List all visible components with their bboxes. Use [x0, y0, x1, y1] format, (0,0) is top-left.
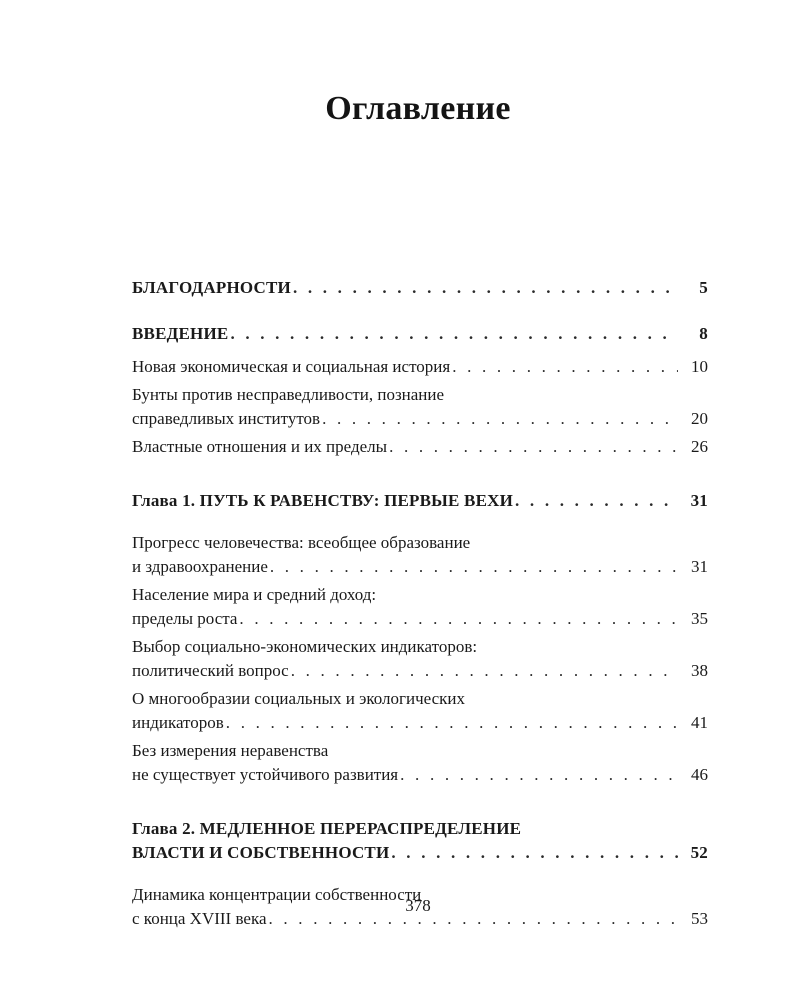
toc-entry-title: Глава 1. ПУТЬ К РАВЕНСТВУ: ПЕРВЫЕ ВЕХИ [132, 491, 514, 510]
toc-page-number: 41 [691, 713, 708, 732]
dot-leader [291, 659, 678, 683]
dot-leader [515, 489, 678, 513]
toc-entry-title-line: Динамика концентрации собственности [132, 885, 422, 904]
toc-page-number: 20 [691, 409, 708, 428]
toc-entry[interactable] [132, 687, 708, 735]
toc-page-number: 26 [691, 437, 708, 456]
dot-leader [389, 435, 678, 459]
toc-entry-introduction[interactable] [132, 322, 708, 346]
toc-entry-title-line: пределы роста [132, 609, 238, 628]
dot-leader [400, 763, 678, 787]
toc-entry[interactable] [132, 635, 708, 683]
toc-entry-chapter-2[interactable] [132, 817, 708, 865]
toc-entry[interactable] [132, 435, 708, 459]
toc-entry-title-line: справедливых институтов [132, 409, 321, 428]
toc-entry-title-line: Население мира и средний доход: [132, 585, 377, 604]
toc-entry[interactable] [132, 383, 708, 431]
toc-entry-title: Новая экономическая и социальная история [132, 357, 451, 376]
page-number-footer: 378 [405, 896, 431, 915]
toc-entry-title: ВВЕДЕНИЕ [132, 324, 229, 343]
toc-page-number: 53 [691, 909, 708, 928]
table-of-contents [132, 276, 708, 931]
toc-entry-title-line: Выбор социально-экономических индикаторов: [132, 637, 478, 656]
toc-entry[interactable] [132, 531, 708, 579]
dot-leader [391, 841, 678, 865]
toc-page-number: 46 [691, 765, 708, 784]
toc-entry-title: Властные отношения и их пределы [132, 437, 388, 456]
toc-entry-title-line: О многообразии социальных и экологических [132, 689, 466, 708]
dot-leader [239, 607, 678, 631]
toc-entry-title-line: не существует устойчивого развития [132, 765, 399, 784]
dot-leader [270, 555, 678, 579]
toc-page-number: 10 [691, 357, 708, 376]
toc-entry-title-line: Без измерения неравенства [132, 741, 329, 760]
toc-page-number: 31 [691, 557, 708, 576]
toc-entry-title-line: Бунты против несправедливости, познание [132, 385, 445, 404]
toc-entry-title-line: с конца XVIII века [132, 909, 267, 928]
toc-page-number: 8 [699, 324, 708, 343]
toc-entry-title-line: ВЛАСТИ И СОБСТВЕННОСТИ [132, 843, 390, 862]
toc-page-number: 52 [690, 843, 708, 862]
toc-entry-title: БЛАГОДАРНОСТИ [132, 278, 291, 297]
dot-leader [322, 407, 678, 431]
toc-page-number: 38 [691, 661, 708, 680]
toc-page-number: 31 [690, 491, 708, 510]
toc-entry-title-line: политический вопрос [132, 661, 289, 680]
dot-leader [452, 355, 678, 379]
toc-entry-title-line: и здравоохранение [132, 557, 268, 576]
toc-entry[interactable] [132, 583, 708, 631]
toc-page-number: 5 [699, 278, 708, 297]
toc-entry-chapter-1[interactable] [132, 489, 708, 513]
page-title: Оглавление [325, 90, 511, 127]
toc-page-number: 35 [691, 609, 708, 628]
dot-leader [226, 711, 678, 735]
toc-entry-title-line: Глава 2. МЕДЛЕННОЕ ПЕРЕРАСПРЕДЕЛЕНИЕ [132, 819, 522, 838]
toc-entry-acknowledgements[interactable] [132, 276, 708, 300]
toc-entry[interactable] [132, 355, 708, 379]
toc-entry[interactable] [132, 739, 708, 787]
dot-leader [230, 322, 678, 346]
toc-entry-title-line: индикаторов [132, 713, 224, 732]
dot-leader [293, 276, 678, 300]
toc-entry-title-line: Прогресс человечества: всеобщее образование [132, 533, 471, 552]
